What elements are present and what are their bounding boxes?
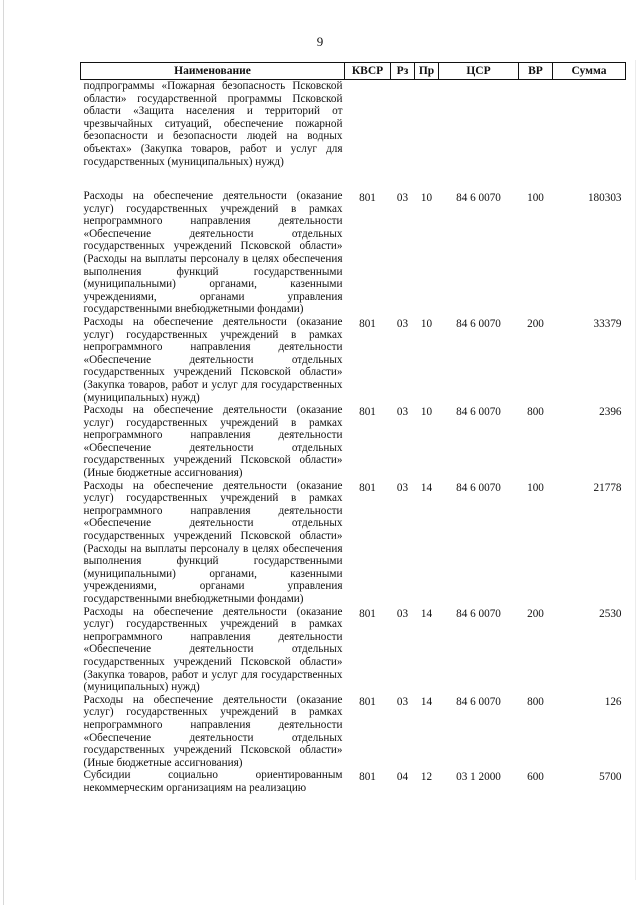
cell-pr: 14 — [420, 695, 433, 708]
cell-rz: 03 — [396, 192, 409, 204]
cell-name: Расходы на обеспечение деятельности (оказание услуг) государственных учреждений в рамках непрограммного направления деятельности «Обеспечение деятельности отдельных государственных учреждений Псковской области» (Расходы на выплаты персоналу в целях обеспечения выполнения функций государственными (муниципальными) органами, казенными учреждениями, органами управления государственными внебюджетными фондами) — [83, 190, 343, 316]
cell-vr: 200 — [527, 317, 544, 330]
cell-csr: 84 6 0070 — [456, 607, 501, 620]
header-csr: ЦСР — [439, 63, 519, 80]
cell-pr: 10 — [420, 317, 433, 330]
cell-csr — [439, 80, 519, 191]
cell-csr: 84 6 0070 — [456, 695, 501, 708]
table-row — [81, 769, 626, 794]
cell-kvsr: 801 — [359, 406, 376, 419]
page-number: 9 — [316, 34, 324, 49]
cell-csr: 84 6 0070 — [456, 192, 501, 204]
cell-rz: 03 — [396, 317, 409, 330]
header-name: Наименование — [81, 63, 345, 80]
cell-kvsr: 801 — [359, 481, 376, 494]
table-row — [81, 316, 626, 404]
table-header — [81, 63, 626, 80]
cell-vr: 100 — [527, 481, 544, 494]
cell-pr: 12 — [420, 771, 433, 784]
cell-vr: 200 — [527, 607, 544, 620]
cell-csr: 84 6 0070 — [456, 481, 501, 494]
cell-pr: 10 — [420, 192, 433, 204]
cell-pr: 14 — [420, 481, 433, 494]
cell-rz — [391, 80, 415, 191]
cell-sum: 2530 — [599, 607, 622, 620]
cell-rz: 03 — [396, 406, 409, 419]
cell-pr — [415, 80, 439, 191]
table-row — [81, 80, 626, 191]
table-row — [81, 480, 626, 606]
cell-rz: 03 — [396, 481, 409, 494]
cell-name: подпрограммы «Пожарная безопасность Псковской области» государственной программы Псковской области «Защита населения и территорий от чрезвычайных ситуаций, обеспечение пожарной безопасности и безопасности людей на водных объектах» (Закупка товаров, работ и услуг для государственных (муниципальных) нужд) — [83, 80, 343, 168]
table-row — [81, 694, 626, 770]
cell-name: Расходы на обеспечение деятельности (оказание услуг) государственных учреждений в рамках непрограммного направления деятельности «Обеспечение деятельности отдельных государственных учреждений Псковской области» (Иные бюджетные ассигнования) — [83, 693, 343, 769]
cell-vr: 600 — [527, 771, 544, 784]
cell-csr: 84 6 0070 — [456, 317, 501, 330]
header-pr: Пр — [415, 63, 439, 80]
cell-sum — [553, 80, 626, 191]
cell-sum: 33379 — [593, 317, 622, 330]
cell-sum: 180303 — [587, 192, 622, 204]
cell-vr: 800 — [527, 406, 544, 419]
cell-sum: 126 — [604, 695, 622, 708]
cell-rz: 03 — [396, 695, 409, 708]
cell-kvsr: 801 — [359, 771, 376, 784]
cell-sum: 21778 — [593, 481, 622, 494]
table-row — [81, 190, 626, 316]
cell-name: Расходы на обеспечение деятельности (оказание услуг) государственных учреждений в рамках непрограммного направления деятельности «Обеспечение деятельности отдельных государственных учреждений Псковской области» (Закупка товаров, работ и услуг для государственных (муниципальных) нужд) — [83, 605, 343, 694]
cell-kvsr: 801 — [359, 607, 376, 620]
cell-pr: 14 — [420, 607, 433, 620]
cell-name: Расходы на обеспечение деятельности (оказание услуг) государственных учреждений в рамках непрограммного направления деятельности «Обеспечение деятельности отдельных государственных учреждений Псковской области» (Иные бюджетные ассигнования) — [83, 404, 343, 480]
cell-kvsr: 801 — [359, 317, 376, 330]
table-row — [81, 404, 626, 480]
cell-sum: 5700 — [599, 771, 622, 784]
cell-pr: 10 — [420, 406, 433, 419]
cell-vr: 800 — [527, 695, 544, 708]
scan-edge-right — [635, 60, 636, 880]
budget-table — [80, 62, 626, 795]
table-row — [81, 606, 626, 694]
header-vr: ВР — [519, 63, 553, 80]
cell-name: Субсидии социально ориентированным некоммерческим организациям на реализацию — [83, 769, 343, 794]
cell-sum: 2396 — [599, 406, 622, 419]
cell-kvsr: 801 — [359, 695, 376, 708]
header-kvsr: КВСР — [345, 63, 391, 80]
cell-name: Расходы на обеспечение деятельности (оказание услуг) государственных учреждений в рамках непрограммного направления деятельности «Обеспечение деятельности отдельных государственных учреждений Псковской области» (Расходы на выплаты персоналу в целях обеспечения выполнения функций государственными (муниципальными) органами, казенными учреждениями, органами управления государственными внебюджетными фондами) — [83, 479, 343, 605]
cell-vr — [519, 80, 553, 191]
cell-csr: 03 1 2000 — [456, 771, 501, 784]
table-body — [81, 80, 626, 795]
header-sum: Сумма — [553, 63, 626, 80]
cell-rz: 03 — [396, 607, 409, 620]
cell-kvsr: 801 — [359, 192, 376, 204]
cell-kvsr — [345, 80, 391, 191]
cell-name: Расходы на обеспечение деятельности (оказание услуг) государственных учреждений в рамках непрограммного направления деятельности «Обеспечение деятельности отдельных государственных учреждений Псковской области» (Закупка товаров, работ и услуг для государственных (муниципальных) нужд) — [83, 315, 343, 404]
cell-rz: 04 — [396, 771, 409, 784]
header-rz: Рз — [391, 63, 415, 80]
scan-edge-left — [3, 0, 4, 905]
cell-csr: 84 6 0070 — [456, 406, 501, 419]
cell-vr: 100 — [527, 192, 544, 204]
